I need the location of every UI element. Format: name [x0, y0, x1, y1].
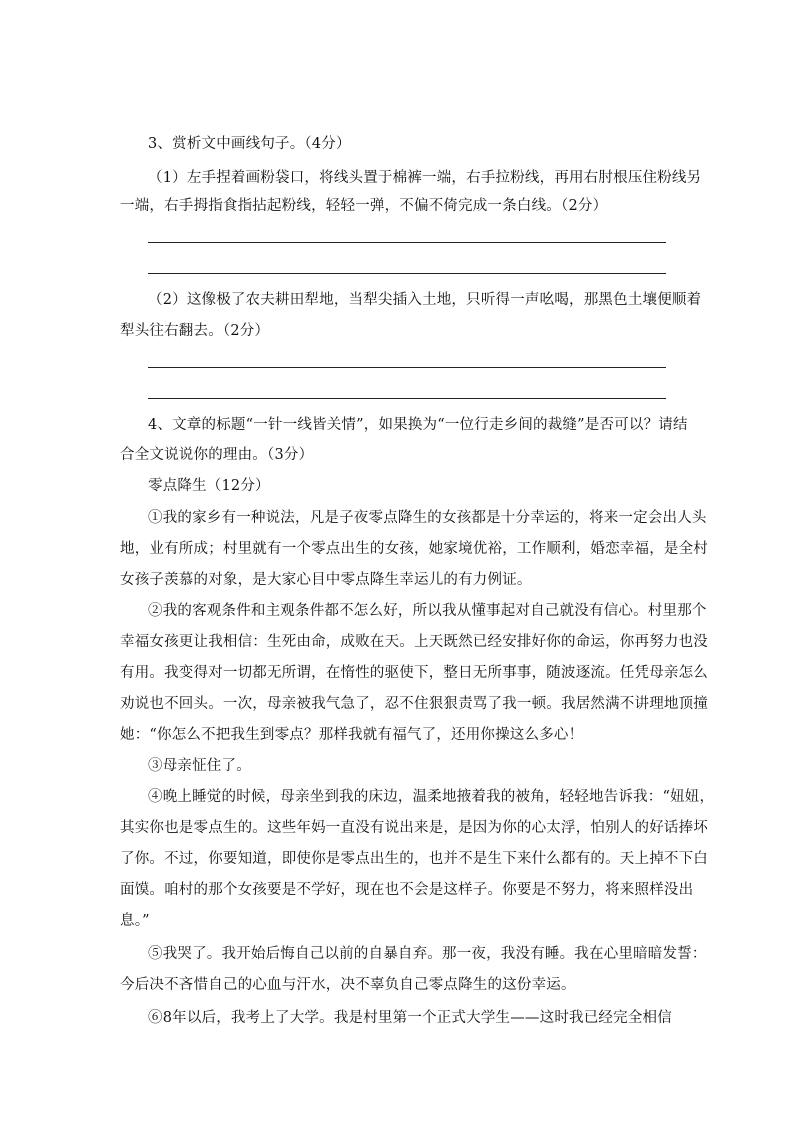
question-4-line-1: 4、文章的标题“一针一线皆关情”，如果换为“一位行走乡间的裁缝”是否可以？请结: [148, 417, 688, 433]
answer-line: [148, 273, 666, 274]
paragraph-2-line: ②我的客观条件和主观条件都不怎么好，所以我从懂事起对自己就没有信心。村里那个: [148, 603, 707, 619]
paragraph-1-line: ①我的家乡有一种说法，凡是子夜零点降生的女孩都是十分幸运的，将来一定会出人头: [148, 510, 707, 526]
paragraph-2-line: 有用。我变得对一切都无所谓，在惰性的驱使下，整日无所事事，随波逐流。任凭母亲怎么: [120, 665, 708, 681]
paragraph-4-line: 其实你也是零点生的。这些年妈一直没有说出来是，是因为你的心太浮，怕别人的好话捧坏: [120, 820, 708, 836]
passage-title: 零点降生（12分）: [148, 478, 270, 494]
paragraph-4-line: 了你。不过，你要知道，即使你是零点出生的，也并不是生下来什么都有的。天上掉不下白: [120, 851, 708, 867]
question-3-item-2-line-1: （2）这像极了农夫耕田犁地，当犁尖插入土地，只听得一声吆喝，那黑色土壤便顺着: [148, 292, 702, 308]
paragraph-4-line: 面馍。咱村的那个女孩要是不学好，现在也不会是这样子。你要是不努力，将来照样没出: [120, 882, 694, 898]
paragraph-5-line: ⑤我哭了。我开始后悔自己以前的自暴自弃。那一夜，我没有睡。我在心里暗暗发誓：: [148, 946, 707, 962]
question-3-title: 3、赏析文中画线句子。（4分）: [148, 136, 351, 152]
answer-line: [148, 367, 666, 368]
paragraph-1-line: 地，业有所成；村里就有一个零点出生的女孩，她家境优裕，工作顺利，婚恋幸福，是全村: [120, 541, 708, 557]
answer-line: [148, 242, 666, 243]
paragraph-4-line: ④晚上睡觉的时候，母亲坐到我的床边，温柔地掖着我的被角，轻轻地告诉我：“妞妞，: [148, 789, 715, 805]
paragraph-4-line: 息。”: [120, 913, 150, 929]
paragraph-1-line: 女孩子羡慕的对象，是大家心目中零点降生幸运儿的有力例证。: [120, 572, 532, 588]
paragraph-2-line: 她：“你怎么不把我生到零点？那样我就有福气了，还用你操这么多心！: [120, 727, 584, 743]
paragraph-2-line: 幸福女孩更让我相信：生死由命，成败在天。上天既然已经安排好你的命运，你再努力也没: [120, 634, 708, 650]
paragraph-3-line: ③母亲怔住了。: [148, 758, 251, 774]
question-3-item-1-line-2: 一端，右手拇指食指拈起粉线，轻轻一弹，不偏不倚完成一条白线。（2分）: [120, 198, 608, 214]
question-3-item-2-line-2: 犁头往右翻去。（2分）: [120, 323, 270, 339]
paragraph-2-line: 劝说也不回头。一次，母亲被我气急了，忍不住狠狠责骂了我一顿。我居然满不讲理地顶撞: [120, 696, 708, 712]
answer-line: [148, 398, 666, 399]
paragraph-5-line: 今后决不吝惜自己的心血与汗水，决不辜负自己零点降生的这份幸运。: [120, 977, 576, 993]
paragraph-6-line: ⑥8年以后，我考上了大学。我是村里第一个正式大学生——这时我已经完全相信: [148, 1010, 672, 1026]
question-3-item-1-line-1: （1）左手捏着画粉袋口，将线头置于棉裤一端，右手拉粉线，再用右肘根压住粉线另: [148, 170, 702, 186]
question-4-line-2: 合全文说说你的理由。（3分）: [120, 447, 314, 463]
